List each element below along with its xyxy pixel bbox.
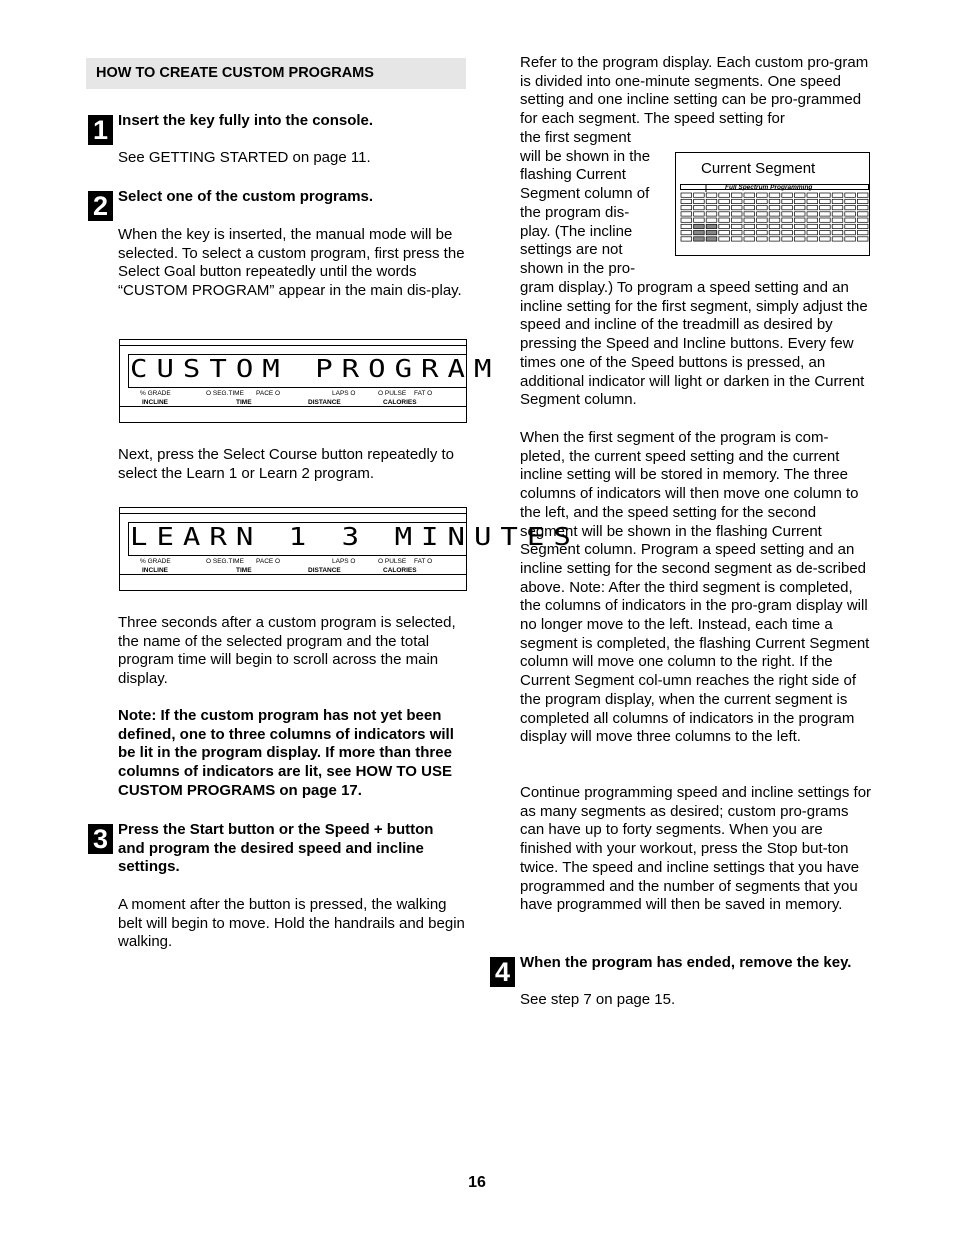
- indicator-cell: [694, 206, 705, 210]
- step-3-heading: Press the Start button or the Speed + button and program the desired speed and incline settings.: [118, 821, 434, 876]
- indicator-cell: [820, 206, 831, 210]
- indicator-cell: [694, 237, 705, 241]
- indicator-cell: [706, 218, 717, 222]
- indicator-cell: [744, 199, 755, 203]
- indicator-cell: [757, 193, 768, 197]
- indicator-cell: [719, 206, 730, 210]
- indicator-cell: [769, 212, 780, 216]
- indicator-cell: [769, 224, 780, 228]
- console-display-learn: [119, 507, 580, 591]
- indicator-cell: [706, 224, 717, 228]
- label-time: TIME: [236, 399, 252, 406]
- wrap-line: will be shown in the: [520, 147, 651, 165]
- label-distance: DISTANCE: [308, 567, 341, 574]
- label-laps: LAPS O: [332, 558, 356, 565]
- indicator-cell: [719, 224, 730, 228]
- indicator-cell: [782, 193, 793, 197]
- indicator-cell: [694, 231, 705, 235]
- indicator-cell: [832, 237, 843, 241]
- display-main-text: LEARN 1 3 MINUTES: [130, 522, 580, 552]
- indicator-cell: [845, 231, 856, 235]
- refer-continued-paragraph: gram display.) To program a speed setting and an incline setting for the first segment, simply adjust the speed and incline of the treadmill as desired by pressing the Speed and Incline buttons. Every few times one of the Speed buttons is pressed, an additional indicator will light or darken in the Current Segment column.: [520, 279, 868, 409]
- indicator-cell: [857, 224, 868, 228]
- wrap-line: play. (The incline: [520, 222, 633, 240]
- indicator-cell: [807, 218, 818, 222]
- indicator-cell: [706, 231, 717, 235]
- label-incline: INCLINE: [142, 399, 168, 406]
- indicator-cell: [832, 199, 843, 203]
- indicator-cell: [832, 231, 843, 235]
- indicator-cell: [719, 237, 730, 241]
- wrap-line: the first segment: [520, 129, 631, 146]
- indicator-cell: [857, 199, 868, 203]
- indicator-cell: [731, 212, 742, 216]
- step-1-badge: 1: [88, 115, 113, 145]
- indicator-cell: [794, 224, 805, 228]
- indicator-cell: [694, 193, 705, 197]
- indicator-cell: [757, 224, 768, 228]
- label-fat: FAT O: [414, 558, 433, 565]
- indicator-cell: [769, 193, 780, 197]
- indicator-cell: [731, 199, 742, 203]
- indicator-cell: [845, 218, 856, 222]
- wrap-line: flashing Current: [520, 166, 626, 184]
- indicator-cell: [807, 206, 818, 210]
- indicator-cell: [794, 231, 805, 235]
- continue-paragraph: Continue programming speed and incline settings for as many segments as desired; custom pro-grams can have up to forty segments. When you are finished with your workout, press the Stop but-ton twice. The speed and incline settings that you have programmed and the number of segments that you have programmed will then be saved in memory.: [520, 784, 872, 914]
- indicator-cell: [731, 218, 742, 222]
- first-segment-paragraph: When the first segment of the program is com-pleted, the current speed setting and the current incline setting will be stored in memory. The three columns of indicators will then move one column to the left, and the speed setting for the second segment will be shown in the flashing Current Segment column. Program a speed setting and an incline setting for the second segment as de-scribed above. Note: After the third segment is completed, the columns of indicators in the pro-gram display will no longer move to the left. Instead, each time a segment is completed, the flashing Current Segment column will move one column to the right. If the Current Segment col-umn reaches the right side of the program display, when the current segment is completed all columns of indicators in the program display will move three columns to the left.: [520, 429, 870, 746]
- program-header-text: Full Spectrum Programming: [725, 184, 813, 191]
- step-4-badge: 4: [490, 957, 515, 987]
- indicator-cell: [820, 231, 831, 235]
- indicator-cell: [857, 231, 868, 235]
- indicator-cell: [757, 218, 768, 222]
- indicator-cell: [757, 237, 768, 241]
- indicator-cell: [845, 206, 856, 210]
- three-seconds-paragraph: Three seconds after a custom program is selected, the name of the selected program and the total program time will begin to scroll across the main display.: [118, 614, 456, 688]
- indicator-cell: [757, 231, 768, 235]
- indicator-cell: [857, 237, 868, 241]
- indicator-cell: [731, 193, 742, 197]
- indicator-cell: [681, 199, 692, 203]
- label-pace: PACE O: [256, 390, 281, 397]
- indicator-cell: [681, 212, 692, 216]
- section-title: HOW TO CREATE CUSTOM PROGRAMS: [96, 65, 374, 81]
- section-header: [86, 58, 466, 89]
- indicator-cell: [794, 199, 805, 203]
- step-4-heading: When the program has ended, remove the key.: [520, 954, 852, 971]
- indicator-cell: [782, 212, 793, 216]
- indicator-cell: [744, 224, 755, 228]
- indicator-cell: [820, 193, 831, 197]
- wrap-line: Segment column of: [520, 185, 650, 203]
- indicator-cell: [731, 237, 742, 241]
- current-segment-caption: Current Segment: [701, 160, 816, 177]
- indicator-cell: [807, 193, 818, 197]
- indicator-cell: [782, 206, 793, 210]
- next-press-paragraph: Next, press the Select Course button repeatedly to select the Learn 1 or Learn 2 program.: [118, 446, 455, 482]
- indicator-cell: [782, 224, 793, 228]
- step-3-body: A moment after the button is pressed, the walking belt will begin to move. Hold the handrails and begin walking.: [118, 896, 465, 951]
- indicator-cell: [769, 218, 780, 222]
- indicator-cell: [782, 231, 793, 235]
- indicator-cell: [731, 231, 742, 235]
- step-1-body: See GETTING STARTED on page 11.: [118, 149, 371, 166]
- indicator-cell: [719, 218, 730, 222]
- indicator-cell: [744, 206, 755, 210]
- indicator-cell: [681, 224, 692, 228]
- indicator-cell: [694, 218, 705, 222]
- display-main-text: CUSTOM PROGRAM: [130, 354, 501, 384]
- indicator-cell: [681, 237, 692, 241]
- indicator-cell: [706, 199, 717, 203]
- page-number: 16: [468, 1174, 486, 1191]
- indicator-cell: [694, 224, 705, 228]
- indicator-cell: [807, 231, 818, 235]
- indicator-cell: [681, 193, 692, 197]
- refer-paragraph: Refer to the program display. Each custom pro-gram is divided into one-minute segments. One speed setting and one incline setting can be pro-grammed for each segment. The speed setting for: [520, 54, 869, 128]
- indicator-cell: [845, 212, 856, 216]
- indicator-cell: [782, 237, 793, 241]
- indicator-cell: [832, 193, 843, 197]
- indicator-cell: [706, 193, 717, 197]
- indicator-cell: [681, 206, 692, 210]
- indicator-cell: [832, 218, 843, 222]
- indicator-cell: [794, 237, 805, 241]
- indicator-cell: [769, 206, 780, 210]
- indicator-cell: [757, 206, 768, 210]
- indicator-cell: [820, 199, 831, 203]
- indicator-cell: [820, 218, 831, 222]
- console-display-custom-program: [119, 339, 501, 423]
- indicator-cell: [681, 218, 692, 222]
- label-distance: DISTANCE: [308, 399, 341, 406]
- indicator-cell: [832, 212, 843, 216]
- indicator-grid: [680, 192, 869, 242]
- indicator-cell: [845, 199, 856, 203]
- indicator-cell: [794, 206, 805, 210]
- note-paragraph: Note: If the custom program has not yet been defined, one to three columns of indicators will be lit in the program display. If more than three columns of indicators are lit, see HOW TO USE CUSTOM PROGRAMS on page 17.: [118, 707, 454, 799]
- label-grade: % GRADE: [140, 558, 171, 565]
- indicator-cell: [807, 237, 818, 241]
- indicator-cell: [706, 212, 717, 216]
- label-pulse: O PULSE: [378, 558, 407, 565]
- indicator-cell: [820, 212, 831, 216]
- indicator-cell: [857, 206, 868, 210]
- indicator-cell: [681, 231, 692, 235]
- indicator-cell: [794, 193, 805, 197]
- indicator-cell: [744, 237, 755, 241]
- step-3-badge: 3: [88, 824, 113, 854]
- wrap-line: shown in the pro-: [520, 259, 636, 277]
- label-incline: INCLINE: [142, 567, 168, 574]
- program-header-bar: [680, 184, 869, 190]
- indicator-cell: [719, 199, 730, 203]
- label-calories: CALORIES: [383, 399, 417, 406]
- label-fat: FAT O: [414, 390, 433, 397]
- indicator-cell: [782, 218, 793, 222]
- indicator-cell: [744, 212, 755, 216]
- indicator-cell: [832, 206, 843, 210]
- indicator-cell: [719, 212, 730, 216]
- step-2-badge: 2: [88, 191, 113, 221]
- step-2-heading: Select one of the custom programs.: [118, 188, 374, 205]
- indicator-cell: [845, 237, 856, 241]
- indicator-cell: [845, 224, 856, 228]
- indicator-cell: [694, 212, 705, 216]
- indicator-cell: [857, 193, 868, 197]
- wrap-line: the program dis-: [520, 203, 630, 221]
- step-2-body: When the key is inserted, the manual mode will be selected. To select a custom program, first press the Select Goal button repeatedly until the words “CUSTOM PROGRAM” appear in the main dis-play.: [118, 226, 465, 300]
- label-pulse: O PULSE: [378, 390, 407, 397]
- indicator-cell: [757, 199, 768, 203]
- indicator-cell: [782, 199, 793, 203]
- indicator-cell: [694, 199, 705, 203]
- indicator-cell: [857, 212, 868, 216]
- indicator-cell: [769, 231, 780, 235]
- indicator-cell: [794, 212, 805, 216]
- indicator-cell: [744, 231, 755, 235]
- indicator-cell: [820, 237, 831, 241]
- indicator-cell: [706, 237, 717, 241]
- indicator-cell: [794, 218, 805, 222]
- indicator-cell: [744, 218, 755, 222]
- indicator-cell: [731, 206, 742, 210]
- step-4-body: See step 7 on page 15.: [520, 991, 676, 1008]
- indicator-cell: [719, 231, 730, 235]
- wrap-lines: [520, 129, 670, 279]
- indicator-cell: [820, 224, 831, 228]
- indicator-cell: [807, 212, 818, 216]
- label-seg-time: O SEG.TIME: [206, 558, 244, 565]
- indicator-cell: [857, 218, 868, 222]
- label-time: TIME: [236, 567, 252, 574]
- label-calories: CALORIES: [383, 567, 417, 574]
- indicator-cell: [769, 237, 780, 241]
- label-laps: LAPS O: [332, 390, 356, 397]
- wrap-line: settings are not: [520, 241, 623, 259]
- indicator-cell: [731, 224, 742, 228]
- label-pace: PACE O: [256, 558, 281, 565]
- indicator-cell: [807, 224, 818, 228]
- program-display-figure: [675, 152, 870, 256]
- label-seg-time: O SEG.TIME: [206, 390, 244, 397]
- step-1-heading: Insert the key fully into the console.: [118, 112, 374, 129]
- indicator-cell: [832, 224, 843, 228]
- indicator-cell: [757, 212, 768, 216]
- indicator-cell: [807, 199, 818, 203]
- indicator-cell: [706, 206, 717, 210]
- indicator-cell: [744, 193, 755, 197]
- indicator-cell: [769, 199, 780, 203]
- indicator-cell: [719, 193, 730, 197]
- indicator-cell: [845, 193, 856, 197]
- label-grade: % GRADE: [140, 390, 171, 397]
